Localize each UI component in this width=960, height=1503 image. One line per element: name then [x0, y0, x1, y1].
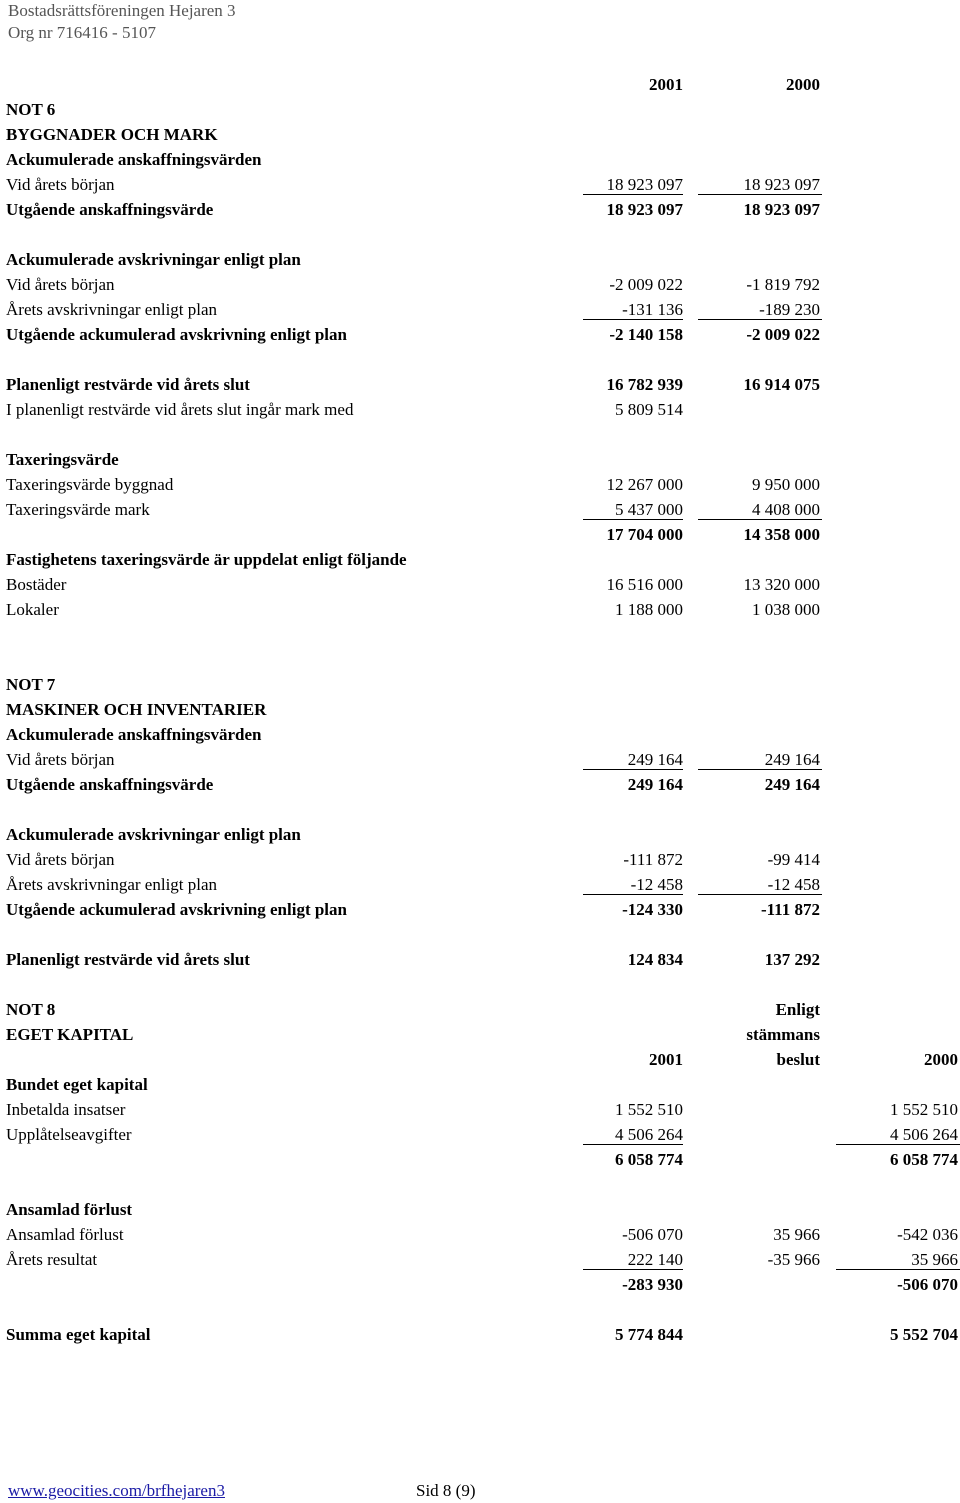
row-label: Taxeringsvärde byggnad — [6, 475, 174, 494]
statement-row — [0, 547, 960, 572]
value-col-2: 2000 — [786, 75, 820, 94]
statement-row — [0, 947, 960, 972]
value-col-1: -2 140 158 — [609, 325, 683, 344]
sum-underline — [583, 894, 683, 895]
sum-underline — [583, 519, 683, 520]
statement-row — [0, 997, 960, 1022]
statement-row — [0, 872, 960, 897]
statement-row — [0, 1097, 960, 1122]
value-col-2: 249 164 — [764, 750, 820, 769]
value-col-2: 4 408 000 — [752, 500, 820, 519]
sum-underline — [836, 1144, 960, 1145]
association-name: Bostadsrättsföreningen Hejaren 3 — [8, 1, 236, 20]
value-col-2: 9 950 000 — [752, 475, 820, 494]
value-col-1: 249 164 — [627, 775, 683, 794]
value-col-3: 1 552 510 — [890, 1100, 958, 1119]
sum-underline — [698, 194, 822, 195]
row-label: Fastighetens taxeringsvärde är uppdelat enligt följande — [6, 550, 407, 569]
statement-row — [0, 472, 960, 497]
statement-row — [0, 847, 960, 872]
statement-row — [0, 822, 960, 847]
row-label: Bostäder — [6, 575, 67, 594]
value-col-1: -506 070 — [622, 1225, 683, 1244]
value-col-2: 18 923 097 — [743, 175, 820, 194]
row-label: Summa eget kapital — [6, 1325, 151, 1344]
page-number: Sid 8 (9) — [416, 1481, 476, 1500]
row-label: Taxeringsvärde mark — [6, 500, 150, 519]
statement-row — [0, 1322, 960, 1347]
value-col-2: stämmans — [746, 1025, 820, 1044]
value-col-2: -35 966 — [767, 1250, 820, 1269]
value-col-1: -2 009 022 — [609, 275, 683, 294]
statement-row — [0, 1272, 960, 1297]
value-col-2: 249 164 — [764, 775, 820, 794]
row-label: Inbetalda insatser — [6, 1100, 126, 1119]
value-col-3: 2000 — [924, 1050, 958, 1069]
statement-row — [0, 697, 960, 722]
value-col-2: 18 923 097 — [743, 200, 820, 219]
value-col-1: 249 164 — [627, 750, 683, 769]
value-col-2: -2 009 022 — [746, 325, 820, 344]
value-col-2: -111 872 — [760, 900, 820, 919]
value-col-2: 14 358 000 — [743, 525, 820, 544]
value-col-1: 17 704 000 — [606, 525, 683, 544]
value-col-2: -1 819 792 — [746, 275, 820, 294]
statement-row — [0, 247, 960, 272]
row-label: Vid årets början — [6, 175, 115, 194]
statement-row — [0, 272, 960, 297]
row-label: Ackumulerade avskrivningar enligt plan — [6, 250, 301, 269]
sum-underline — [583, 1144, 683, 1145]
row-label: NOT 6 — [6, 100, 56, 119]
value-col-1: 18 923 097 — [606, 175, 683, 194]
row-label: MASKINER OCH INVENTARIER — [6, 700, 267, 719]
value-col-1: 1 552 510 — [615, 1100, 683, 1119]
statement-row — [0, 597, 960, 622]
website-link[interactable]: www.geocities.com/brfhejaren3 — [8, 1481, 225, 1500]
statement-row — [0, 572, 960, 597]
statement-row — [0, 297, 960, 322]
sum-underline — [583, 194, 683, 195]
row-label: Ansamlad förlust — [6, 1200, 133, 1219]
value-col-1: 12 267 000 — [606, 475, 683, 494]
row-label: Ackumulerade anskaffningsvärden — [6, 725, 262, 744]
value-col-1: 6 058 774 — [615, 1150, 683, 1169]
statement-row — [0, 497, 960, 522]
row-label: Utgående anskaffningsvärde — [6, 200, 214, 219]
statement-row — [0, 1147, 960, 1172]
row-label: Vid årets början — [6, 750, 115, 769]
value-col-1: -111 872 — [623, 850, 683, 869]
statement-row — [0, 1047, 960, 1072]
value-col-3: 4 506 264 — [890, 1125, 958, 1144]
value-col-1: 18 923 097 — [606, 200, 683, 219]
statement-row — [0, 722, 960, 747]
row-label: Ackumulerade avskrivningar enligt plan — [6, 825, 301, 844]
statement-row — [0, 72, 960, 97]
row-label: Vid årets början — [6, 275, 115, 294]
row-label: I planenligt restvärde vid årets slut ingår mark med — [6, 400, 354, 419]
statement-row — [0, 322, 960, 347]
statement-row — [0, 522, 960, 547]
row-label: Utgående ackumulerad avskrivning enligt plan — [6, 900, 347, 919]
statement-row — [0, 747, 960, 772]
statement-row — [0, 197, 960, 222]
value-col-1: 4 506 264 — [615, 1125, 683, 1144]
statement-row — [0, 372, 960, 397]
value-col-2: 137 292 — [764, 950, 820, 969]
sum-underline — [583, 1269, 683, 1270]
statement-row — [0, 897, 960, 922]
row-label: Utgående ackumulerad avskrivning enligt plan — [6, 325, 347, 344]
row-label: NOT 7 — [6, 675, 56, 694]
sum-underline — [698, 319, 822, 320]
value-col-1: 16 516 000 — [606, 575, 683, 594]
sum-underline — [583, 769, 683, 770]
row-label: Utgående anskaffningsvärde — [6, 775, 214, 794]
statement-row — [0, 772, 960, 797]
value-col-2: -189 230 — [759, 300, 820, 319]
statement-row — [0, 147, 960, 172]
row-label: Planenligt restvärde vid årets slut — [6, 950, 250, 969]
value-col-2: 1 038 000 — [752, 600, 820, 619]
value-col-2: -99 414 — [767, 850, 820, 869]
row-label: Vid årets början — [6, 850, 115, 869]
value-col-1: 16 782 939 — [606, 375, 683, 394]
row-label: Bundet eget kapital — [6, 1075, 148, 1094]
sum-underline — [698, 769, 822, 770]
row-label: Planenligt restvärde vid årets slut — [6, 375, 250, 394]
sum-underline — [836, 1269, 960, 1270]
value-col-1: -124 330 — [622, 900, 683, 919]
value-col-1: 1 188 000 — [615, 600, 683, 619]
sum-underline — [583, 319, 683, 320]
statement-row — [0, 397, 960, 422]
row-label: Lokaler — [6, 600, 59, 619]
value-col-2: 13 320 000 — [743, 575, 820, 594]
statement-row — [0, 1072, 960, 1097]
value-col-1: -283 930 — [622, 1275, 683, 1294]
row-label: Upplåtelseavgifter — [6, 1125, 132, 1144]
row-label: BYGGNADER OCH MARK — [6, 125, 218, 144]
row-label: NOT 8 — [6, 1000, 56, 1019]
value-col-3: -542 036 — [897, 1225, 958, 1244]
value-col-2: -12 458 — [767, 875, 820, 894]
value-col-1: 5 774 844 — [615, 1325, 683, 1344]
statement-row — [0, 672, 960, 697]
value-col-2: 35 966 — [773, 1225, 820, 1244]
value-col-1: 2001 — [649, 75, 683, 94]
sum-underline — [698, 894, 822, 895]
row-label: Ackumulerade anskaffningsvärden — [6, 150, 262, 169]
value-col-2: 16 914 075 — [743, 375, 820, 394]
statement-row — [0, 172, 960, 197]
statement-row — [0, 1247, 960, 1272]
value-col-3: -506 070 — [897, 1275, 958, 1294]
org-number: Org nr 716416 - 5107 — [8, 23, 156, 42]
value-col-1: 124 834 — [627, 950, 683, 969]
statement-row — [0, 97, 960, 122]
sum-underline — [698, 519, 822, 520]
statement-row — [0, 1122, 960, 1147]
row-label: Ansamlad förlust — [6, 1225, 124, 1244]
row-label: Årets avskrivningar enligt plan — [6, 300, 218, 319]
row-label: EGET KAPITAL — [6, 1025, 134, 1044]
statement-row — [0, 1197, 960, 1222]
value-col-3: 5 552 704 — [890, 1325, 958, 1344]
value-col-1: 2001 — [649, 1050, 683, 1069]
value-col-1: -12 458 — [630, 875, 683, 894]
value-col-1: 5 437 000 — [615, 500, 683, 519]
row-label: Årets avskrivningar enligt plan — [6, 875, 218, 894]
value-col-2: Enligt — [775, 1000, 820, 1019]
value-col-2: beslut — [776, 1050, 820, 1069]
row-label: Taxeringsvärde — [6, 450, 119, 469]
statement-row — [0, 1222, 960, 1247]
value-col-3: 35 966 — [911, 1250, 958, 1269]
value-col-1: 222 140 — [627, 1250, 683, 1269]
value-col-1: -131 136 — [622, 300, 683, 319]
statement-row — [0, 122, 960, 147]
value-col-3: 6 058 774 — [890, 1150, 958, 1169]
statement-row — [0, 1022, 960, 1047]
value-col-1: 5 809 514 — [615, 400, 683, 419]
statement-row — [0, 447, 960, 472]
row-label: Årets resultat — [6, 1250, 98, 1269]
